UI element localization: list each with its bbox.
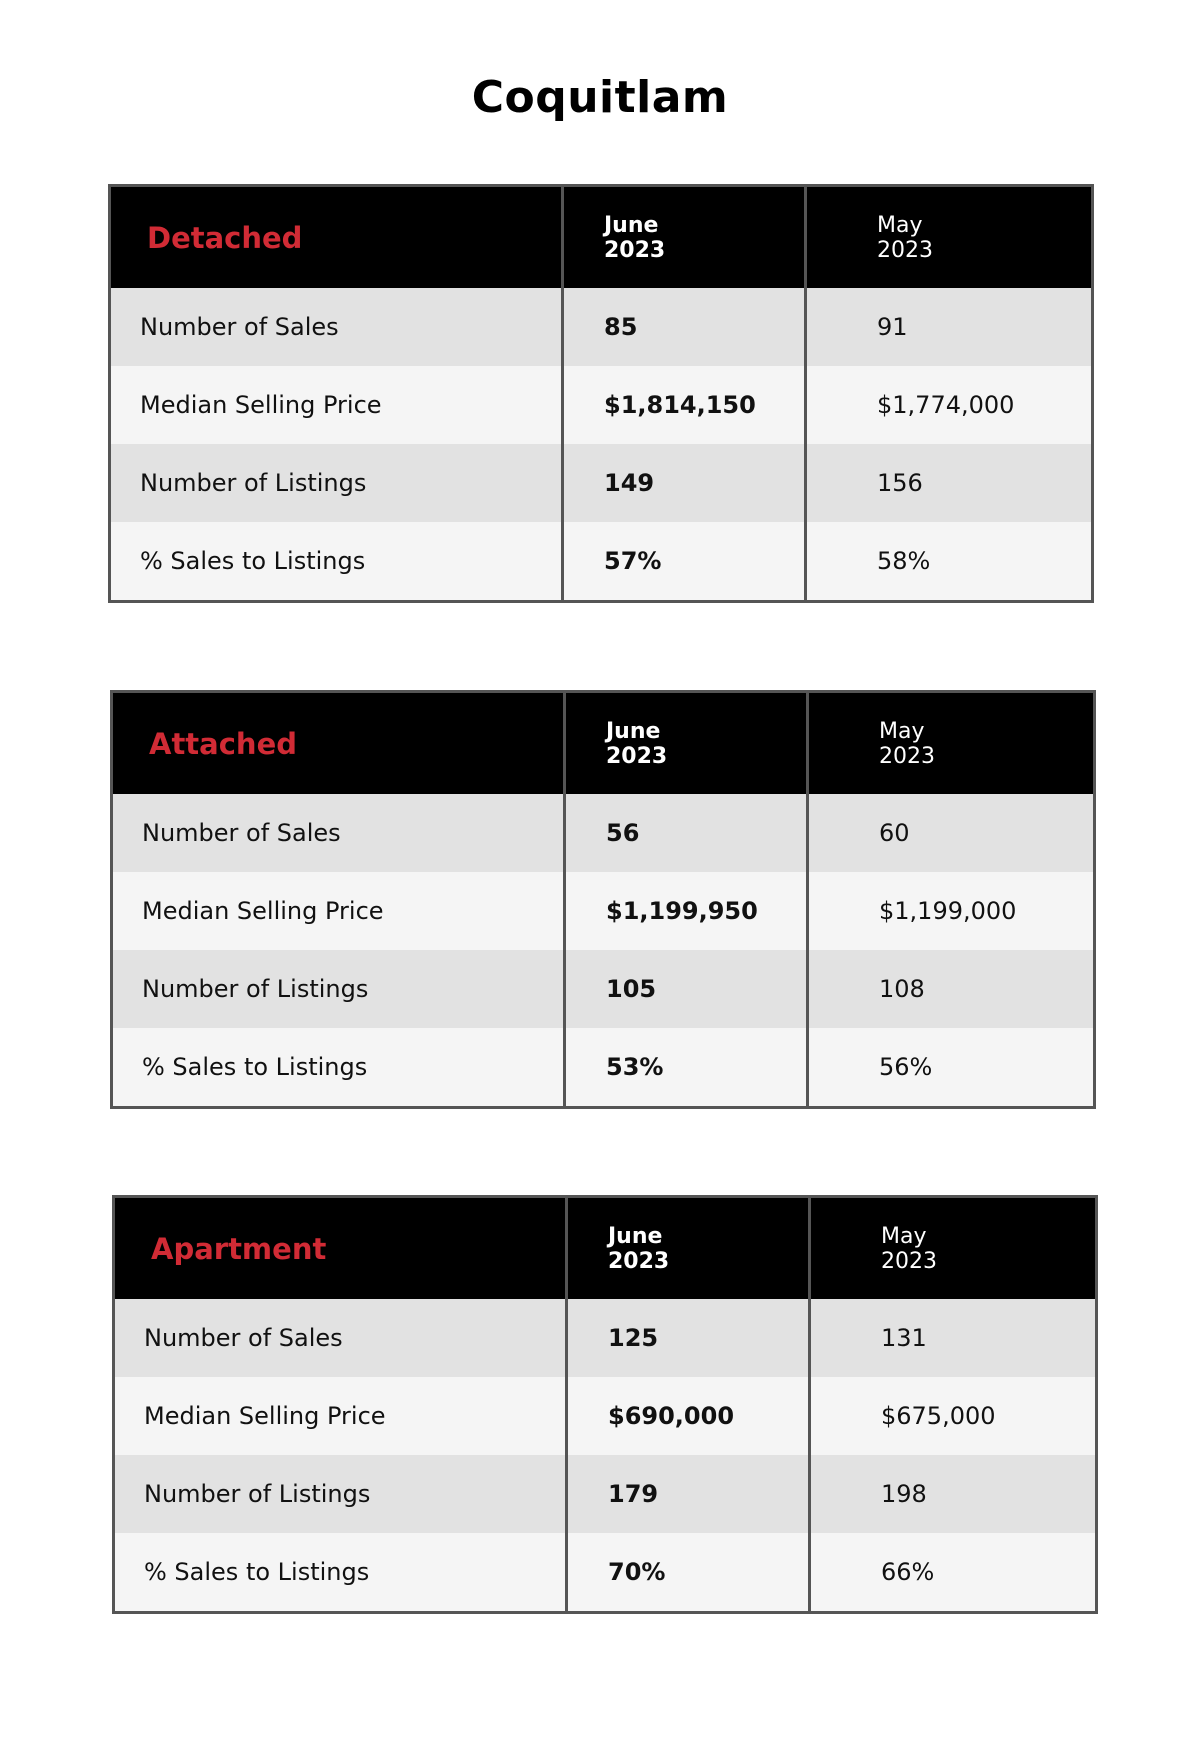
current-value: 53% — [566, 1028, 806, 1106]
current-period-header — [566, 693, 806, 794]
current-month: June — [604, 212, 659, 238]
previous-value: $675,000 — [811, 1377, 1095, 1455]
current-value: 85 — [564, 288, 804, 366]
row-label: Number of Listings — [113, 950, 563, 1028]
previous-value: 131 — [811, 1299, 1095, 1377]
detached-table — [108, 184, 1094, 603]
row-label: % Sales to Listings — [113, 1028, 563, 1106]
previous-value: 198 — [811, 1455, 1095, 1533]
current-value: 125 — [568, 1299, 808, 1377]
previous-month: May — [877, 212, 923, 238]
row-label: Number of Sales — [115, 1299, 565, 1377]
current-year: 2023 — [608, 1248, 670, 1274]
category-label: Apartment — [115, 1198, 565, 1299]
current-value: $1,814,150 — [564, 366, 804, 444]
current-value: 149 — [564, 444, 804, 522]
row-label: Median Selling Price — [113, 872, 563, 950]
current-value: 56 — [566, 794, 806, 872]
current-period-header — [568, 1198, 808, 1299]
previous-period-header — [811, 1198, 1095, 1299]
row-label: Number of Listings — [115, 1455, 565, 1533]
previous-value: 156 — [807, 444, 1091, 522]
previous-period-header — [807, 187, 1091, 288]
row-label: % Sales to Listings — [115, 1533, 565, 1611]
previous-month: May — [881, 1223, 927, 1249]
current-value: $1,199,950 — [566, 872, 806, 950]
previous-value: 58% — [807, 522, 1091, 600]
current-period-header — [564, 187, 804, 288]
current-year: 2023 — [606, 743, 668, 769]
previous-year: 2023 — [877, 237, 933, 263]
previous-period-header — [809, 693, 1093, 794]
current-month: June — [606, 718, 661, 744]
current-value: 57% — [564, 522, 804, 600]
row-label: Number of Sales — [113, 794, 563, 872]
row-label: Median Selling Price — [115, 1377, 565, 1455]
row-label: % Sales to Listings — [111, 522, 561, 600]
apartment-table — [112, 1195, 1098, 1614]
previous-year: 2023 — [879, 743, 935, 769]
category-label: Detached — [111, 187, 561, 288]
previous-year: 2023 — [881, 1248, 937, 1274]
attached-table — [110, 690, 1096, 1109]
current-month: June — [608, 1223, 663, 1249]
row-label: Number of Listings — [111, 444, 561, 522]
current-value: 105 — [566, 950, 806, 1028]
current-year: 2023 — [604, 237, 666, 263]
category-label: Attached — [113, 693, 563, 794]
previous-value: 66% — [811, 1533, 1095, 1611]
row-label: Median Selling Price — [111, 366, 561, 444]
previous-value: $1,774,000 — [807, 366, 1091, 444]
previous-value: $1,199,000 — [809, 872, 1093, 950]
previous-value: 56% — [809, 1028, 1093, 1106]
previous-value: 108 — [809, 950, 1093, 1028]
current-value: $690,000 — [568, 1377, 808, 1455]
row-label: Number of Sales — [111, 288, 561, 366]
previous-value: 60 — [809, 794, 1093, 872]
current-value: 70% — [568, 1533, 808, 1611]
current-value: 179 — [568, 1455, 808, 1533]
previous-month: May — [879, 718, 925, 744]
page-title: Coquitlam — [471, 72, 729, 123]
previous-value: 91 — [807, 288, 1091, 366]
